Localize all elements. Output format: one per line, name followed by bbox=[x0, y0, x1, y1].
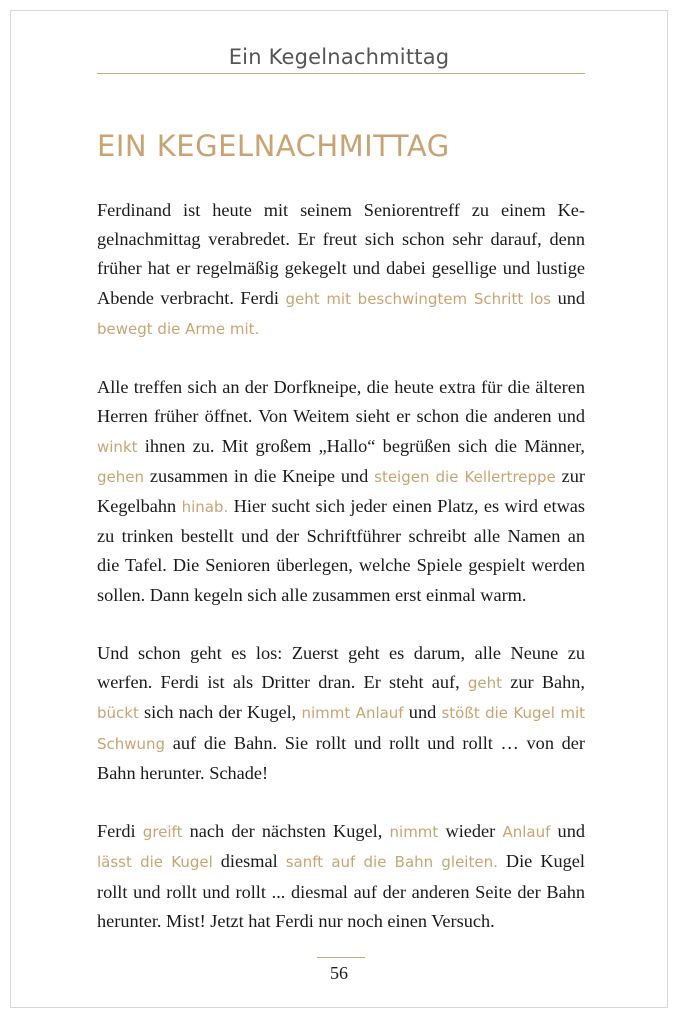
highlighted-phrase: geht bbox=[467, 674, 503, 693]
highlighted-phrase: stößt die Kugel mit Schwung bbox=[97, 704, 585, 753]
highlighted-phrase: Anlauf bbox=[502, 823, 551, 842]
body-text bbox=[97, 196, 585, 965]
paragraph bbox=[97, 373, 585, 610]
text-segment: diesmal bbox=[212, 851, 286, 872]
highlighted-phrase: sanft auf die Bahn gleiten. bbox=[285, 853, 498, 872]
text-segment: nach der nächsten Kugel, bbox=[182, 821, 390, 842]
book-page bbox=[10, 10, 668, 1008]
highlighted-phrase: hinab. bbox=[181, 498, 229, 517]
highlighted-phrase: winkt bbox=[97, 437, 138, 456]
highlighted-phrase: geht mit beschwingtem Schritt los bbox=[285, 289, 552, 308]
text-segment: Hier sucht sich jeder einen Platz, es wird etwas zu trinken bestellt und der Schriftführer schreibt alle Namen an die Tafel. Die Senioren überlegen, welche Spiele gespielt werden sollen. Dann kegeln sich alle zusammen erst einmal warm. bbox=[97, 496, 585, 605]
header-divider bbox=[97, 73, 585, 74]
text-segment: Ferdinand ist heute mit seinem Seniorentreff zu einem Kegelnachmittag verabredet. Er freut sich schon sehr darauf, denn früher hat er regelmäßig gekegelt und dabei gesellige und lustige Abende verbracht. Ferdi bbox=[97, 200, 585, 308]
highlighted-phrase: nimmt Anlauf bbox=[301, 704, 404, 723]
text-segment: Alle treffen sich an der Dorfkneipe, die heute extra für die älteren Herren früher öffnet. Von Weitem sieht er schon die anderen und bbox=[97, 377, 585, 427]
text-segment: und bbox=[551, 287, 585, 308]
text-segment: ihnen zu. Mit großem „Hallo“ begrüßen sich die Männer, bbox=[137, 435, 585, 456]
text-segment: Die Kugel rollt und rollt und rollt ... diesmal auf der anderen Seite der Bahn herunter. Mist! Jetzt hat Ferdi nur noch einen Versuch. bbox=[97, 851, 586, 931]
text-segment: zur Kegelbahn bbox=[97, 465, 585, 517]
highlighted-phrase: greift bbox=[142, 823, 183, 842]
text-segment: sich nach der Kugel, bbox=[138, 702, 302, 723]
highlighted-phrase: bückt bbox=[97, 704, 139, 723]
text-segment: Ferdi bbox=[97, 821, 143, 842]
text-segment: Und schon geht es los: Zuerst geht es darum, alle Neune zu werfen. Ferdi ist als Dritter dran. Er steht auf, bbox=[97, 643, 585, 693]
running-head: Ein Kegelnachmittag bbox=[228, 45, 450, 69]
text-segment: zur Bahn, bbox=[502, 672, 585, 693]
page-number: 56 bbox=[330, 963, 348, 983]
paragraph bbox=[97, 196, 585, 344]
highlighted-phrase: lässt die Kugel bbox=[97, 853, 213, 872]
text-segment: und bbox=[403, 702, 442, 723]
text-segment: auf die Bahn. Sie rollt und rollt und rollt … von der Bahn herunter. Schade! bbox=[97, 732, 585, 783]
highlighted-phrase: bewegt die Arme mit. bbox=[97, 319, 260, 338]
highlighted-phrase: steigen die Kellertreppe bbox=[374, 467, 556, 486]
chapter-title: EIN KEGELNACHMITTAG bbox=[97, 129, 450, 163]
text-segment: zusammen in die Kneipe und bbox=[144, 465, 375, 486]
paragraph bbox=[97, 817, 585, 936]
paragraph bbox=[97, 639, 585, 788]
footer-divider bbox=[317, 957, 365, 958]
highlighted-phrase: gehen bbox=[97, 467, 144, 486]
text-segment: wieder bbox=[438, 821, 503, 842]
text-segment: und bbox=[550, 821, 585, 842]
highlighted-phrase: nimmt bbox=[389, 823, 439, 842]
